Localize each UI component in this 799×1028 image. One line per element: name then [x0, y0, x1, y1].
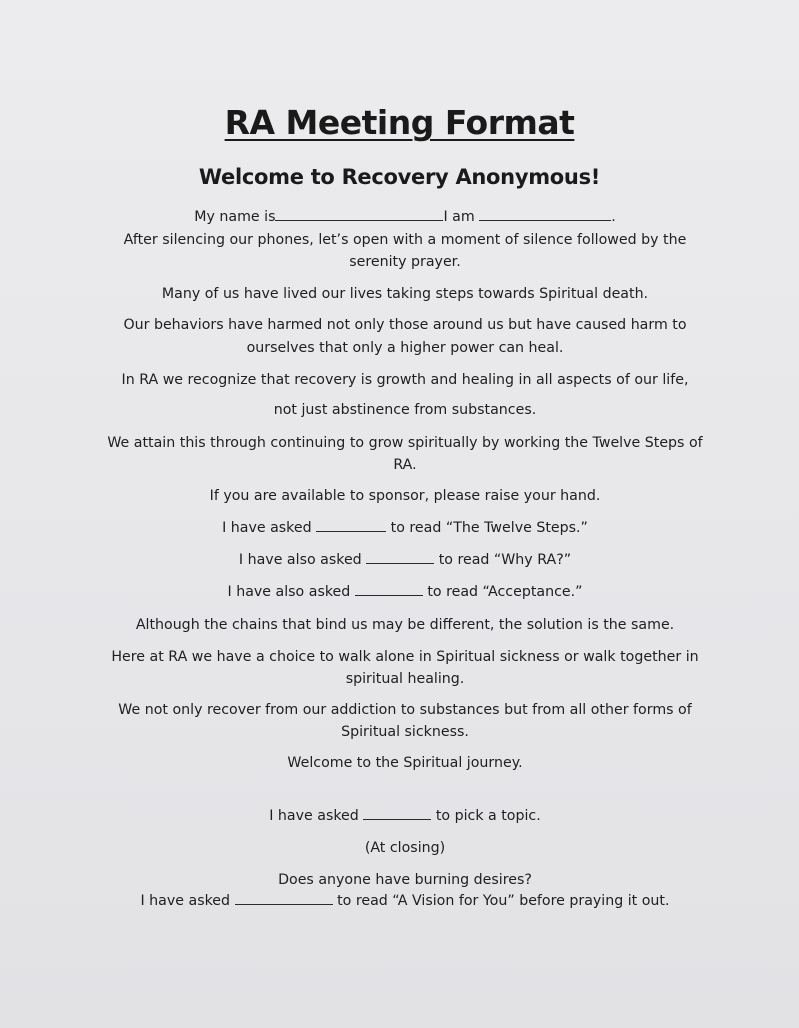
asked-accept-prefix: I have also asked: [227, 584, 351, 600]
asked-steps-prefix: I have asked: [222, 520, 312, 536]
recover-line-1: We not only recover from our addiction to substances but from all other forms of: [118, 702, 692, 718]
choice-line-1: Here at RA we have a choice to walk alone in Spiritual sickness or walk together in: [111, 649, 699, 665]
vision-line: [60, 890, 750, 912]
role-blank[interactable]: [479, 207, 611, 221]
closing-line: (At closing): [364, 840, 446, 856]
name-suffix-text: .: [611, 209, 616, 225]
name-line: [60, 206, 750, 228]
behaviors-line-1: Our behaviors have harmed not only those around us but have caused harm to: [123, 317, 687, 333]
topic-suffix: to pick a topic.: [435, 808, 541, 824]
name-middle-text: I am: [443, 209, 475, 225]
silence-line-2: serenity prayer.: [349, 254, 461, 270]
recover-line-2: Spiritual sickness.: [341, 724, 469, 740]
accept-reader-blank[interactable]: [355, 582, 423, 596]
vision-reader-blank[interactable]: [235, 891, 333, 905]
asked-steps-suffix: to read “The Twelve Steps.”: [390, 520, 588, 536]
asked-steps-line: [60, 517, 750, 539]
recognize-line-1: In RA we recognize that recovery is growth and healing in all aspects of our life,: [121, 372, 689, 388]
vision-prefix: I have asked: [140, 893, 231, 909]
name-blank[interactable]: [275, 207, 443, 221]
many-line: Many of us have lived our lives taking steps towards Spiritual death.: [161, 286, 649, 302]
asked-accept-suffix: to read “Acceptance.”: [427, 584, 583, 600]
steps-reader-blank[interactable]: [316, 518, 386, 532]
topic-line: [60, 805, 750, 827]
name-prefix-text: My name is: [194, 209, 276, 225]
topic-blank[interactable]: [363, 806, 431, 820]
asked-why-line: [60, 549, 750, 571]
document-subtitle: Welcome to Recovery Anonymous!: [198, 165, 601, 189]
asked-accept-line: [60, 581, 750, 603]
behaviors-line-2: ourselves that only a higher power can heal.: [246, 340, 564, 356]
silence-line-1: After silencing our phones, let’s open with a moment of silence followed by the: [123, 232, 687, 248]
why-reader-blank[interactable]: [366, 550, 434, 564]
topic-prefix: I have asked: [269, 808, 359, 824]
recognize-line-2: not just abstinence from substances.: [273, 402, 537, 418]
chains-line: Although the chains that bind us may be different, the solution is the same.: [135, 617, 675, 633]
welcome-journey-line: Welcome to the Spiritual journey.: [287, 755, 523, 771]
asked-why-suffix: to read “Why RA?”: [438, 552, 572, 568]
vision-suffix: to read “A Vision for You” before praying it out.: [337, 893, 670, 909]
desires-line: Does anyone have burning desires?: [278, 872, 532, 888]
attain-line-2: RA.: [393, 457, 417, 473]
attain-line-1: We attain this through continuing to grow spiritually by working the Twelve Steps of: [107, 435, 703, 451]
document-title: RA Meeting Format: [224, 103, 575, 142]
sponsor-line: If you are available to sponsor, please raise your hand.: [209, 488, 601, 504]
choice-line-2: spiritual healing.: [345, 671, 465, 687]
asked-why-prefix: I have also asked: [238, 552, 362, 568]
